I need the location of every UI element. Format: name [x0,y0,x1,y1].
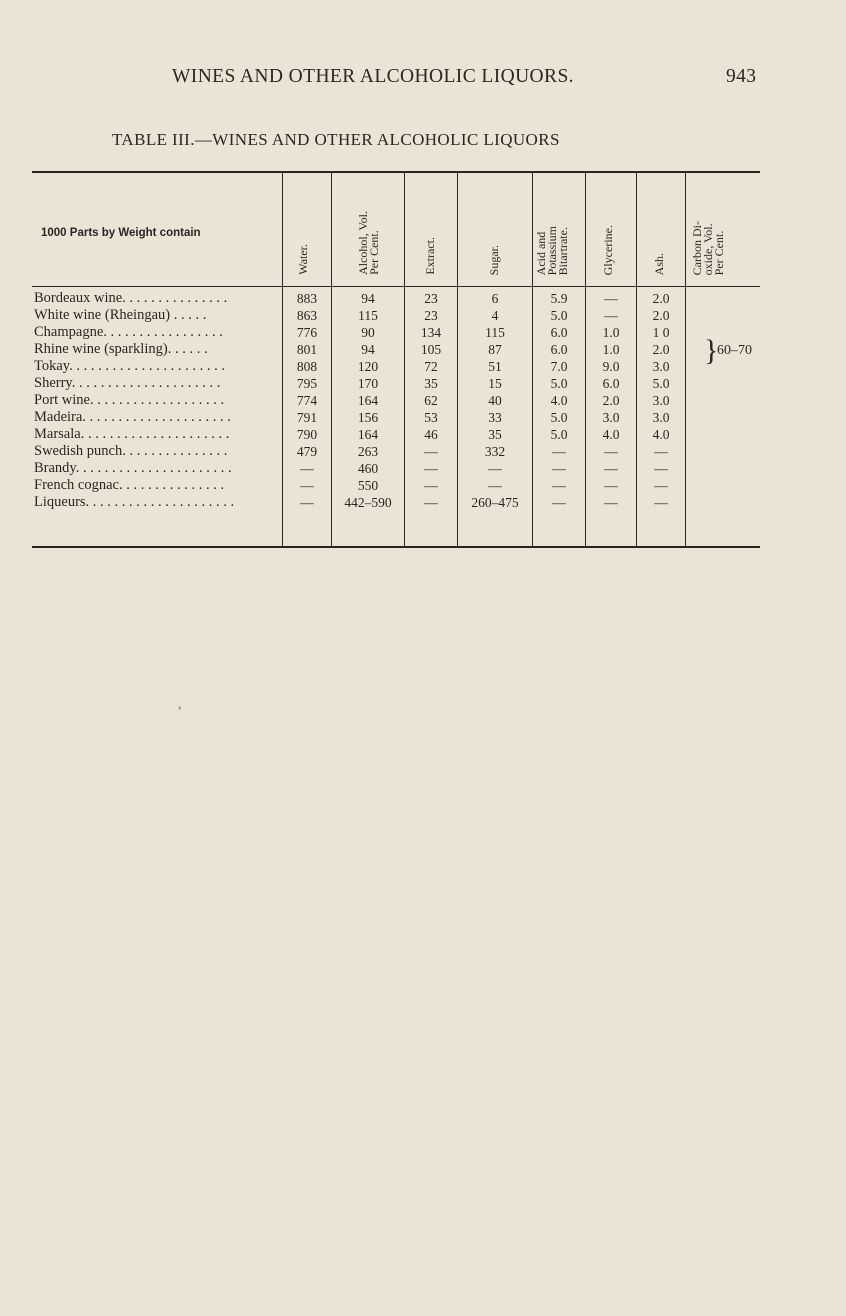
cell-glycerine: — [604,478,618,493]
cell-glycerine: 1.0 [602,325,620,340]
cell-ash: 5.0 [652,376,670,391]
table-row [32,477,760,494]
cell-alcohol: 94 [361,342,375,357]
cell-ash: — [654,495,668,510]
cell-sugar: 332 [484,444,506,459]
cell-water: 791 [296,410,318,425]
cell-sugar: — [488,478,502,493]
column-header-water: Water. [296,244,310,275]
cell-acid: — [552,444,566,459]
cell-extract: — [424,461,438,476]
row-label: Brandy. . . . . . . . . . . . . . . . . . . . . . [34,460,232,476]
cell-acid: — [552,461,566,476]
row-label: Tokay. . . . . . . . . . . . . . . . . . . . . . [34,358,225,374]
cell-alcohol: 120 [357,359,379,374]
table-bottom-rule [32,546,760,548]
cell-acid: — [552,478,566,493]
cell-acid: 5.0 [550,410,568,425]
page-number: 943 [726,66,757,87]
cell-glycerine: — [604,495,618,510]
cell-acid: 6.0 [550,342,568,357]
table-row [32,341,760,358]
table-row [32,324,760,341]
cell-water: 808 [296,359,318,374]
cell-sugar: 51 [488,359,502,374]
table-row [32,426,760,443]
cell-extract: 23 [424,291,438,306]
cell-water: — [300,461,314,476]
cell-extract: — [424,478,438,493]
cell-acid: 5.0 [550,308,568,323]
cell-extract: 53 [424,410,438,425]
row-label: White wine (Rheingau) . . . . . [34,307,207,323]
row-label: Bordeaux wine. . . . . . . . . . . . . . . [34,290,228,306]
cell-sugar: 87 [488,342,502,357]
cell-water: 479 [296,444,318,459]
row-label: Sherry. . . . . . . . . . . . . . . . . . . . . [34,375,221,391]
cell-water: — [300,478,314,493]
cell-extract: 105 [420,342,442,357]
cell-glycerine: 1.0 [602,342,620,357]
cell-ash: — [654,478,668,493]
cell-water: — [300,495,314,510]
table-row [32,443,760,460]
cell-acid: — [552,495,566,510]
data-table [32,171,760,551]
cell-glycerine: 2.0 [602,393,620,408]
cell-water: 801 [296,342,318,357]
paper-speck: , [178,697,182,712]
cell-sugar: 6 [491,291,499,306]
cell-alcohol: 170 [357,376,379,391]
cell-extract: 23 [424,308,438,323]
cell-glycerine: — [604,291,618,306]
cell-ash: 1 0 [652,325,670,340]
cell-sugar: 40 [488,393,502,408]
cell-ash: 3.0 [652,393,670,408]
column-header-sugar: Sugar. [487,244,501,275]
cell-alcohol: 442–590 [344,495,392,510]
cell-acid: 6.0 [550,325,568,340]
cell-water: 883 [296,291,318,306]
cell-alcohol: 164 [357,393,379,408]
right-brace-icon: } [704,334,719,367]
cell-acid: 5.9 [550,291,568,306]
table-row [32,409,760,426]
running-title: WINES AND OTHER ALCOHOLIC LIQUORS. [172,66,574,87]
row-label: Madeira. . . . . . . . . . . . . . . . . . . . . [34,409,231,425]
column-header-carbon-dioxide: Carbon Di- oxide, Vol. Per Cent. [690,220,726,275]
cell-glycerine: 6.0 [602,376,620,391]
row-label: Marsala. . . . . . . . . . . . . . . . . . . . . [34,426,230,442]
cell-alcohol: 460 [357,461,379,476]
cell-water: 774 [296,393,318,408]
row-label: Liqueurs. . . . . . . . . . . . . . . . . . . . . [34,494,235,510]
table-caption: TABLE III.—WINES AND OTHER ALCOHOLIC LIQUORS [112,130,560,149]
cell-extract: 134 [420,325,442,340]
table-row [32,358,760,375]
table-header-rule [32,286,760,287]
cell-ash: 2.0 [652,308,670,323]
cell-water: 795 [296,376,318,391]
cell-glycerine: — [604,461,618,476]
table-row [32,307,760,324]
cell-ash: 4.0 [652,427,670,442]
table-row [32,460,760,477]
cell-alcohol: 550 [357,478,379,493]
cell-water: 776 [296,325,318,340]
column-header-acid: Acid and Potassium Bitartrate. [534,225,570,275]
table-row [32,392,760,409]
cell-alcohol: 164 [357,427,379,442]
cell-extract: 35 [424,376,438,391]
cell-sugar: 15 [488,376,502,391]
cell-glycerine: 4.0 [602,427,620,442]
cell-water: 863 [296,308,318,323]
cell-glycerine: 3.0 [602,410,620,425]
column-header-alcohol: Alcohol, Vol. Per Cent. [356,211,381,275]
cell-extract: — [424,495,438,510]
cell-alcohol: 263 [357,444,379,459]
table-row [32,375,760,392]
cell-alcohol: 94 [361,291,375,306]
cell-acid: 5.0 [550,376,568,391]
cell-ash: 2.0 [652,342,670,357]
cell-sugar: 260–475 [471,495,519,510]
cell-alcohol: 115 [358,308,378,323]
cell-acid: 5.0 [550,427,568,442]
column-header-extract: Extract. [423,237,437,275]
row-label: Champagne. . . . . . . . . . . . . . . . . [34,324,223,340]
table-row [32,290,760,307]
cell-extract: 62 [424,393,438,408]
row-label: Swedish punch. . . . . . . . . . . . . . . [34,443,228,459]
cell-acid: 7.0 [550,359,568,374]
cell-sugar: 4 [491,308,499,323]
cell-extract: — [424,444,438,459]
column-header-ash: Ash. [652,252,666,275]
cell-water: 790 [296,427,318,442]
cell-ash: 3.0 [652,359,670,374]
table-top-rule [32,171,760,173]
cell-ash: 2.0 [652,291,670,306]
cell-glycerine: — [604,444,618,459]
cell-glycerine: 9.0 [602,359,620,374]
cell-sugar: 33 [488,410,502,425]
cell-alcohol: 90 [361,325,375,340]
cell-ash: — [654,461,668,476]
cell-extract: 46 [424,427,438,442]
row-label: Port wine. . . . . . . . . . . . . . . . . . . [34,392,225,408]
carbon-dioxide-value: 60–70 [717,343,752,358]
row-label: Rhine wine (sparkling). . . . . . [34,341,208,357]
cell-sugar: — [488,461,502,476]
stub-header: 1000 Parts by Weight contain [41,227,201,239]
cell-ash: — [654,444,668,459]
cell-ash: 3.0 [652,410,670,425]
table-row [32,494,760,511]
cell-alcohol: 156 [357,410,379,425]
cell-sugar: 115 [485,325,505,340]
cell-sugar: 35 [488,427,502,442]
cell-acid: 4.0 [550,393,568,408]
cell-extract: 72 [424,359,438,374]
column-header-glycerine: Glycerine. [601,224,615,275]
row-label: French cognac. . . . . . . . . . . . . . . [34,477,225,493]
cell-glycerine: — [604,308,618,323]
